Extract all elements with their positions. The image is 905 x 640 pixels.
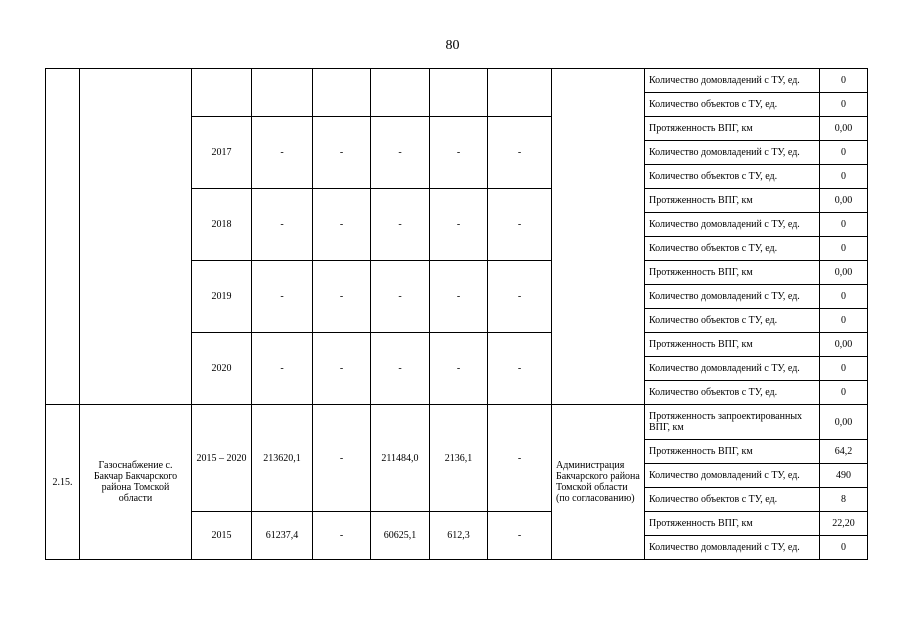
indicator-value: 0,00 — [820, 333, 868, 357]
indicator-value: 0,00 — [820, 117, 868, 141]
indicator-label: Протяженность ВПГ, км — [645, 117, 820, 141]
value-cell: - — [488, 512, 552, 560]
value-cell: - — [313, 405, 371, 512]
indicator-label: Количество объектов с ТУ, ед. — [645, 237, 820, 261]
indicator-value: 8 — [820, 488, 868, 512]
value-cell: - — [430, 189, 488, 261]
indicator-value: 0 — [820, 237, 868, 261]
value-cell: - — [488, 405, 552, 512]
value-cell: - — [430, 333, 488, 405]
value-cell: - — [252, 333, 313, 405]
indicator-value: 0 — [820, 141, 868, 165]
indicator-value: 0 — [820, 357, 868, 381]
indicator-label: Количество домовладений с ТУ, ед. — [645, 69, 820, 93]
indicator-label: Количество объектов с ТУ, ед. — [645, 381, 820, 405]
indicator-label: Количество домовладений с ТУ, ед. — [645, 464, 820, 488]
name-cell — [80, 69, 192, 405]
value-cell: - — [252, 117, 313, 189]
indicator-label: Количество объектов с ТУ, ед. — [645, 93, 820, 117]
value-cell: - — [430, 117, 488, 189]
indicator-value: 0 — [820, 285, 868, 309]
year-cell: 2015 — [192, 512, 252, 560]
indicator-value: 0 — [820, 69, 868, 93]
indicator-value: 0,00 — [820, 261, 868, 285]
indicator-label: Количество домовладений с ТУ, ед. — [645, 536, 820, 560]
value-cell: - — [430, 261, 488, 333]
year-cell — [192, 69, 252, 117]
value-cell: - — [313, 261, 371, 333]
year-cell: 2018 — [192, 189, 252, 261]
page-number: 80 — [445, 38, 460, 53]
table-row — [46, 405, 868, 440]
value-cell: - — [313, 333, 371, 405]
indicator-label: Количество домовладений с ТУ, ед. — [645, 141, 820, 165]
indicator-label: Протяженность ВПГ, км — [645, 512, 820, 536]
value-cell: - — [252, 189, 313, 261]
value-cell: - — [313, 189, 371, 261]
indicator-value: 0 — [820, 213, 868, 237]
value-cell: - — [371, 261, 430, 333]
indicator-label: Количество домовладений с ТУ, ед. — [645, 285, 820, 309]
value-cell: - — [488, 189, 552, 261]
period-cell: 2015 – 2020 — [192, 405, 252, 512]
value-cell: - — [313, 512, 371, 560]
indicator-label: Количество домовладений с ТУ, ед. — [645, 213, 820, 237]
number-cell — [46, 69, 80, 405]
indicator-value: 0 — [820, 381, 868, 405]
indicator-value: 490 — [820, 464, 868, 488]
value-cell: - — [313, 117, 371, 189]
value-cell: 211484,0 — [371, 405, 430, 512]
value-cell: - — [371, 333, 430, 405]
indicator-label: Количество объектов с ТУ, ед. — [645, 488, 820, 512]
value-cell: 61237,4 — [252, 512, 313, 560]
indicator-label: Количество объектов с ТУ, ед. — [645, 165, 820, 189]
value-cell: - — [488, 117, 552, 189]
program-table — [45, 68, 868, 560]
entry-number: 2.15. — [46, 405, 80, 560]
year-cell: 2017 — [192, 117, 252, 189]
indicator-label: Протяженность ВПГ, км — [645, 261, 820, 285]
year-cell: 2019 — [192, 261, 252, 333]
indicator-value: 0,00 — [820, 405, 868, 440]
indicator-value: 0 — [820, 165, 868, 189]
indicator-value: 64,2 — [820, 440, 868, 464]
indicator-label: Протяженность ВПГ, км — [645, 440, 820, 464]
value-cell: - — [371, 189, 430, 261]
indicator-label: Количество домовладений с ТУ, ед. — [645, 357, 820, 381]
indicator-value: 0 — [820, 536, 868, 560]
indicator-label: Протяженность ВПГ, км — [645, 189, 820, 213]
indicator-value: 0 — [820, 309, 868, 333]
value-cell: 2136,1 — [430, 405, 488, 512]
indicator-label: Протяженность ВПГ, км — [645, 333, 820, 357]
indicator-label: Количество объектов с ТУ, ед. — [645, 309, 820, 333]
entry-name: Газоснабжение с. Бакчар Бакчарского района Томской области — [80, 405, 192, 560]
value-cell: 213620,1 — [252, 405, 313, 512]
indicator-label: Протяженность запроектированных ВПГ, км — [645, 405, 820, 440]
value-cell: 612,3 — [430, 512, 488, 560]
value-cell: 60625,1 — [371, 512, 430, 560]
indicator-value: 0,00 — [820, 189, 868, 213]
value-cell: - — [488, 261, 552, 333]
value-cell: - — [371, 117, 430, 189]
year-cell: 2020 — [192, 333, 252, 405]
table-row — [46, 69, 868, 93]
indicator-value: 22,20 — [820, 512, 868, 536]
value-cell: - — [252, 261, 313, 333]
executor-cell: Администрация Бакчарского района Томской области (по согласованию) — [552, 405, 645, 560]
value-cell: - — [488, 333, 552, 405]
executor-cell — [552, 69, 645, 405]
indicator-value: 0 — [820, 93, 868, 117]
